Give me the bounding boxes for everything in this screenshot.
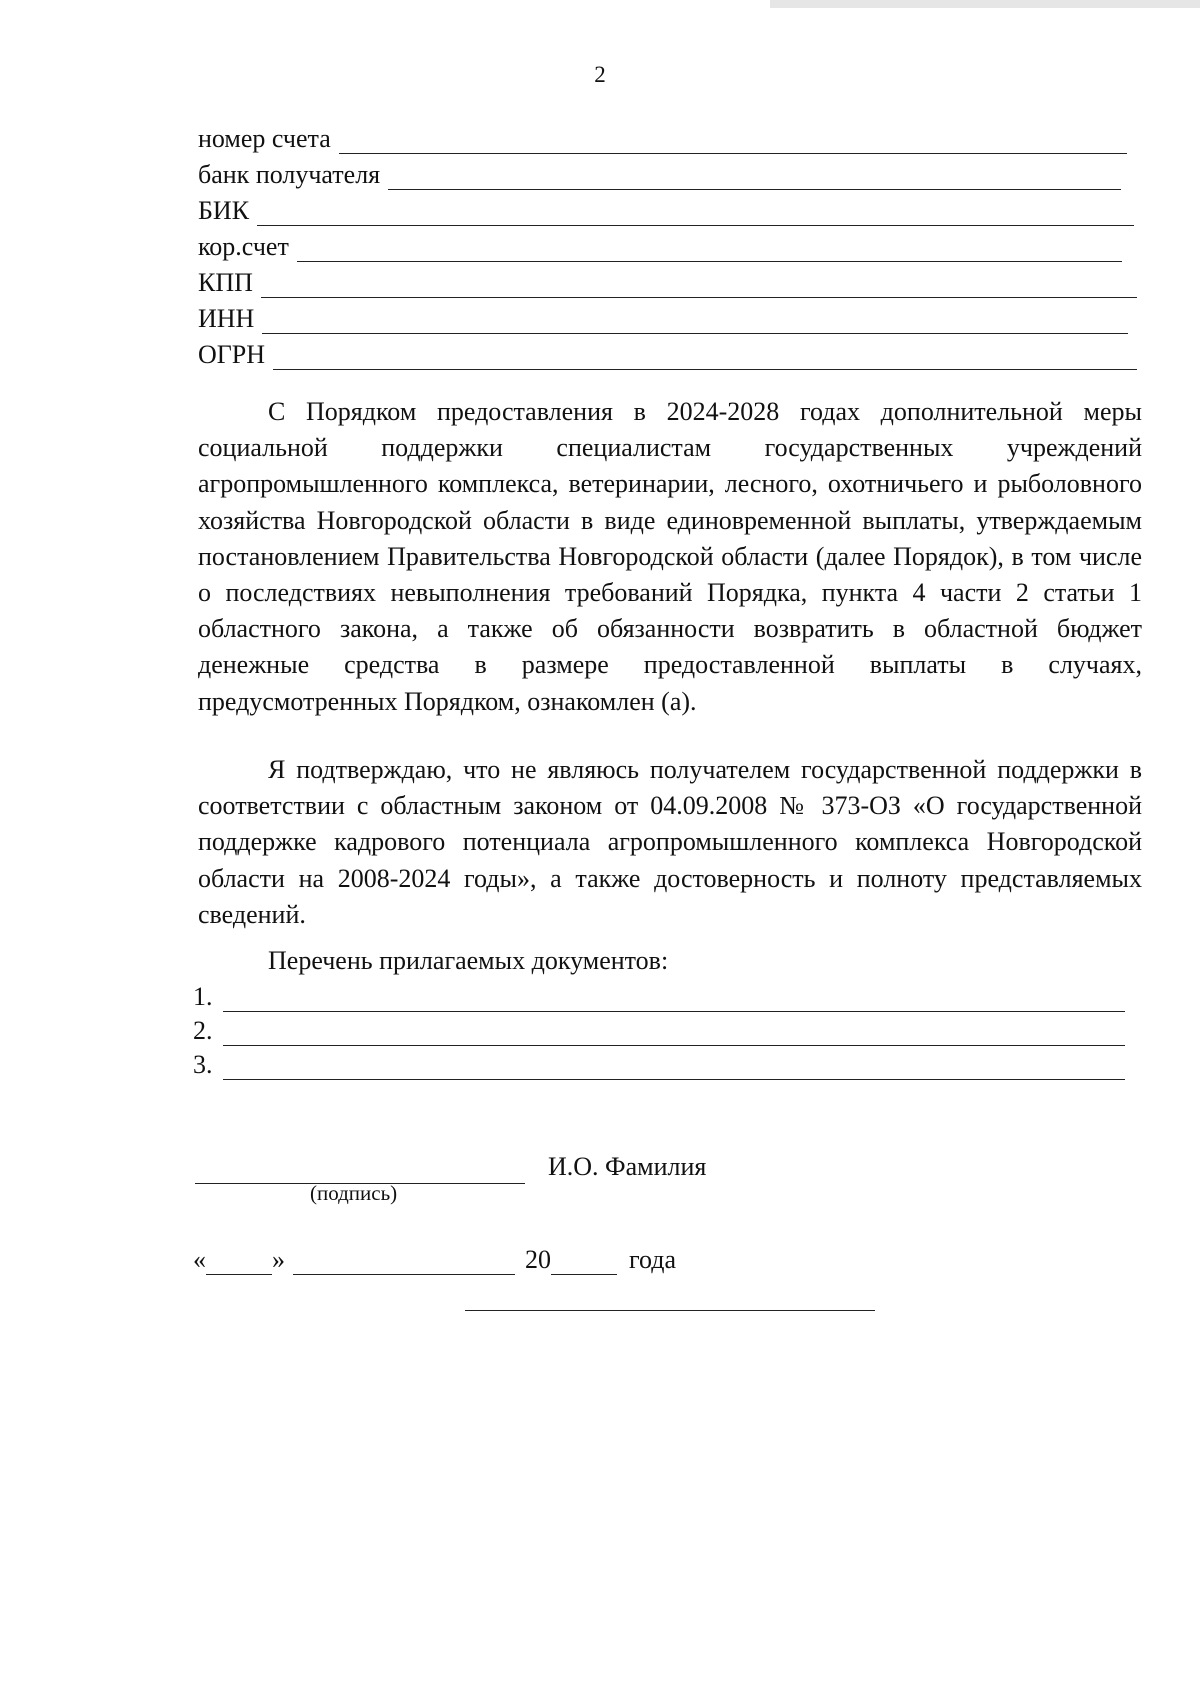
field-label: БИК <box>198 196 250 225</box>
date-month-blank[interactable] <box>293 1252 515 1275</box>
field-label: ИНН <box>198 304 255 333</box>
correspondent-account-field[interactable] <box>198 230 1122 262</box>
ogrn-line[interactable] <box>273 345 1137 370</box>
document-item-line[interactable] <box>223 987 1125 1012</box>
confirmation-paragraph: Я подтверждаю, что не являюсь получателем государственной поддержки в соответствии с областным законом от 04.09.2008 № 373-ОЗ «О государственной поддержке кадрового потенциала агропромышленного комплекса Новгородской области на 2008-2024 годы», а также достоверность и полноту представляемых сведений. <box>198 755 1142 929</box>
date-century: 20 <box>525 1245 551 1274</box>
date-year-blank[interactable] <box>551 1252 617 1275</box>
bik-line[interactable] <box>257 201 1134 226</box>
documents-heading: Перечень прилагаемых документов: <box>268 946 669 975</box>
date-suffix: года <box>629 1245 677 1274</box>
signature-caption: (подпись) <box>310 1181 398 1205</box>
date-open-quote: « <box>193 1245 206 1274</box>
field-label: КПП <box>198 268 253 297</box>
document-item-line[interactable] <box>223 1021 1125 1046</box>
document-item-2[interactable] <box>193 1014 1125 1046</box>
closing-divider <box>465 1310 875 1311</box>
date-row <box>193 1245 676 1275</box>
ogrn-field[interactable] <box>198 338 1137 370</box>
scan-edge-stripe <box>770 0 1200 8</box>
kpp-field[interactable] <box>198 266 1137 298</box>
document-item-number: 1. <box>193 982 213 1011</box>
inn-line[interactable] <box>262 309 1128 334</box>
correspondent-account-line[interactable] <box>297 237 1122 262</box>
field-label: номер счета <box>198 124 331 153</box>
document-item-1[interactable] <box>193 980 1125 1012</box>
document-item-3[interactable] <box>193 1048 1125 1080</box>
recipient-bank-line[interactable] <box>388 165 1121 190</box>
date-day-blank[interactable] <box>206 1252 272 1275</box>
inn-field[interactable] <box>198 302 1128 334</box>
date-close-quote: » <box>272 1245 285 1274</box>
field-label: банк получателя <box>198 160 381 189</box>
kpp-line[interactable] <box>261 273 1137 298</box>
account-number-field[interactable] <box>198 122 1127 154</box>
field-label: кор.счет <box>198 232 289 261</box>
bik-field[interactable] <box>198 194 1134 226</box>
account-number-line[interactable] <box>339 129 1127 154</box>
page-number: 2 <box>594 62 606 87</box>
document-item-number: 3. <box>193 1050 213 1079</box>
field-label: ОГРН <box>198 340 266 369</box>
document-item-number: 2. <box>193 1016 213 1045</box>
recipient-bank-field[interactable] <box>198 158 1121 190</box>
document-item-line[interactable] <box>223 1055 1125 1080</box>
signer-name: И.О. Фамилия <box>548 1152 707 1181</box>
procedure-acknowledgement-paragraph: С Порядком предоставления в 2024-2028 годах дополнительной меры социальной поддержки специалистам государственных учреждений агропромышленного комплекса, ветеринарии, лесного, охотничьего и рыболовного хозяйства Новгородской области в виде единовременной выплаты, утверждаемым постановлением Правительства Новгородской области (далее Порядок), в том числе о последствиях невыполнения требований Порядка, пункта 4 части 2 статьи 1 областного закона, а также об обязанности возвратить в областной бюджет денежные средства в размере предоставленной выплаты в случаях, предусмотренных Порядком, ознакомлен (а). <box>198 397 1142 716</box>
